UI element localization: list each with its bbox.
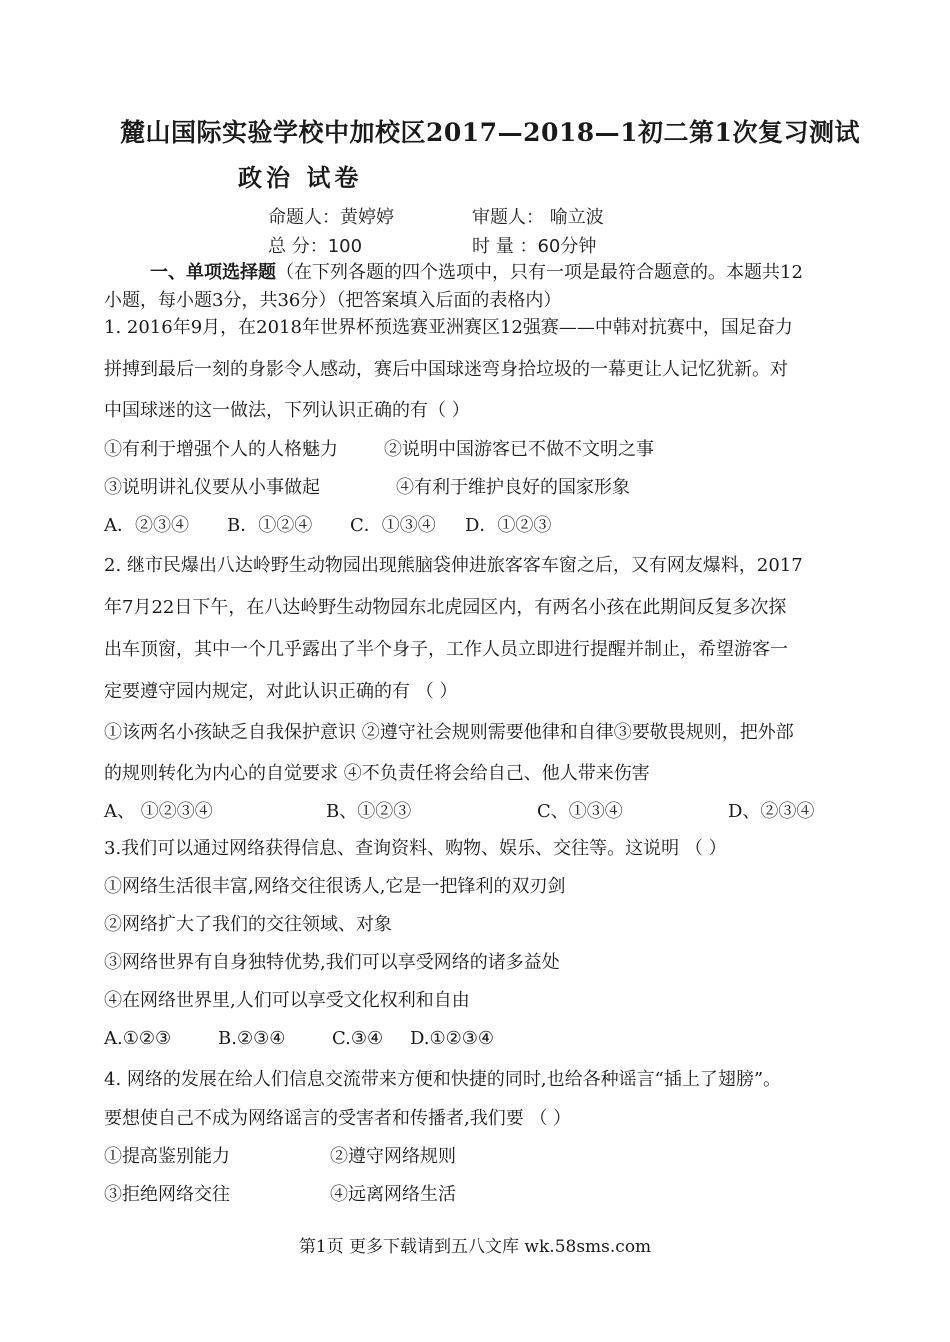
q3-line-1: 3.我们可以通过网络获得信息、查询资料、购物、娱乐、交往等。这说明 （ ）: [104, 838, 727, 859]
q2-line-3: 出车顶窗，其中一个几乎露出了半个身子，工作人员立即进行提醒并制止，希望游客一: [104, 639, 788, 660]
q1-line-3: 中国球迷的这一做法，下列认识正确的有（ ）: [104, 400, 470, 421]
section-instruction: （在下列各题的四个选项中，只有一项是最符合题意的。本题共12: [276, 262, 803, 283]
time-label: 时 量 ：60分钟: [472, 236, 597, 257]
q3-option-4: ④在网络世界里,人们可以享受文化权利和自由: [104, 990, 470, 1011]
q1-answer-b: B．①②④: [227, 515, 313, 536]
q2-answer-c: C、①③④: [537, 801, 623, 822]
q4-option-4: ④远离网络生活: [330, 1184, 456, 1205]
q1-line-2: 拼搏到最后一刻的身影令人感动，赛后中国球迷弯身拾垃圾的一幕更让人记忆犹新。对: [104, 359, 788, 380]
q2-line-4: 定要遵守园内规定，对此认识正确的有 （ ）: [104, 681, 458, 702]
section-heading: 一、单项选择题: [150, 262, 276, 283]
q1-line-1: 1. 2016年9月，在2018年世界杯预选赛亚洲赛区12强赛——中韩对抗赛中，国足奋力: [104, 317, 793, 338]
score-label: 总 分：100: [268, 236, 363, 257]
q3-answer-a: A.①②③: [104, 1028, 172, 1049]
q3-option-3: ③网络世界有自身独特优势,我们可以享受网络的诸多益处: [104, 952, 560, 973]
q3-answer-d: D.①②③④: [410, 1028, 495, 1049]
q2-answer-d: D、②③④: [728, 801, 815, 822]
q1-option-1: ①有利于增强个人的人格魅力: [104, 439, 338, 460]
q3-answer-b: B.②③④: [218, 1028, 286, 1049]
q4-option-3: ③拒绝网络交往: [104, 1184, 230, 1205]
q3-answer-c: C.③④: [332, 1028, 384, 1049]
q3-option-2: ②网络扩大了我们的交往领域、对象: [104, 914, 392, 935]
q1-answer-a: A．②③④: [104, 515, 189, 536]
q4-option-2: ②遵守网络规则: [330, 1146, 456, 1167]
section-heading-line: [150, 262, 803, 284]
q4-option-1: ①提高鉴别能力: [104, 1146, 230, 1167]
q4-line-2: 要想使自己不成为网络谣言的受害者和传播者,我们要 （ ）: [104, 1108, 572, 1129]
q3-option-1: ①网络生活很丰富,网络交往很诱人,它是一把锋利的双刃剑: [104, 876, 566, 897]
q4-line-1: 4. 网络的发展在给人们信息交流带来方便和快捷的同时,也给各种谣言“插上了翅膀”。: [104, 1069, 782, 1090]
page-footer: 第1页 更多下载请到五八文库 wk.58sms.com: [298, 1237, 652, 1257]
q2-answer-b: B、①②③: [326, 801, 412, 822]
q1-answer-d: D．①②③: [465, 515, 552, 536]
page-title: 麓山国际实验学校中加校区2017—2018—1初二第1次复习测试: [120, 118, 860, 147]
q2-line-2: 年7月22日下午，在八达岭野生动物园东北虎园区内，有两名小孩在此期间反复多次探: [104, 597, 787, 618]
q2-line-5: ①该两名小孩缺乏自我保护意识 ②遵守社会规则需要他律和自律③要敬畏规则，把外部: [104, 722, 794, 743]
q2-line-6: 的规则转化为内心的自觉要求 ④不负责任将会给自己、他人带来伤害: [104, 763, 650, 784]
section-instruction-2: 小题，每小题3分，共36分）（把答案填入后面的表格内）: [104, 290, 562, 311]
reviewer-label: 审题人： 喻立波: [472, 207, 604, 228]
q2-line-1: 2. 继市民爆出八达岭野生动物园出现熊脑袋伸进旅客客车窗之后，又有网友爆料，2017: [104, 555, 803, 576]
q1-option-2: ②说明中国游客已不做不文明之事: [384, 439, 654, 460]
page-subtitle: 政治 试卷: [238, 163, 363, 192]
q1-option-3: ③说明讲礼仪要从小事做起: [104, 477, 320, 498]
author-label: 命题人：黄婷婷: [268, 207, 394, 228]
q1-option-4: ④有利于维护良好的国家形象: [396, 477, 630, 498]
q2-answer-a: A、 ①②③④: [104, 801, 213, 822]
q1-answer-c: C．①③④: [350, 515, 436, 536]
